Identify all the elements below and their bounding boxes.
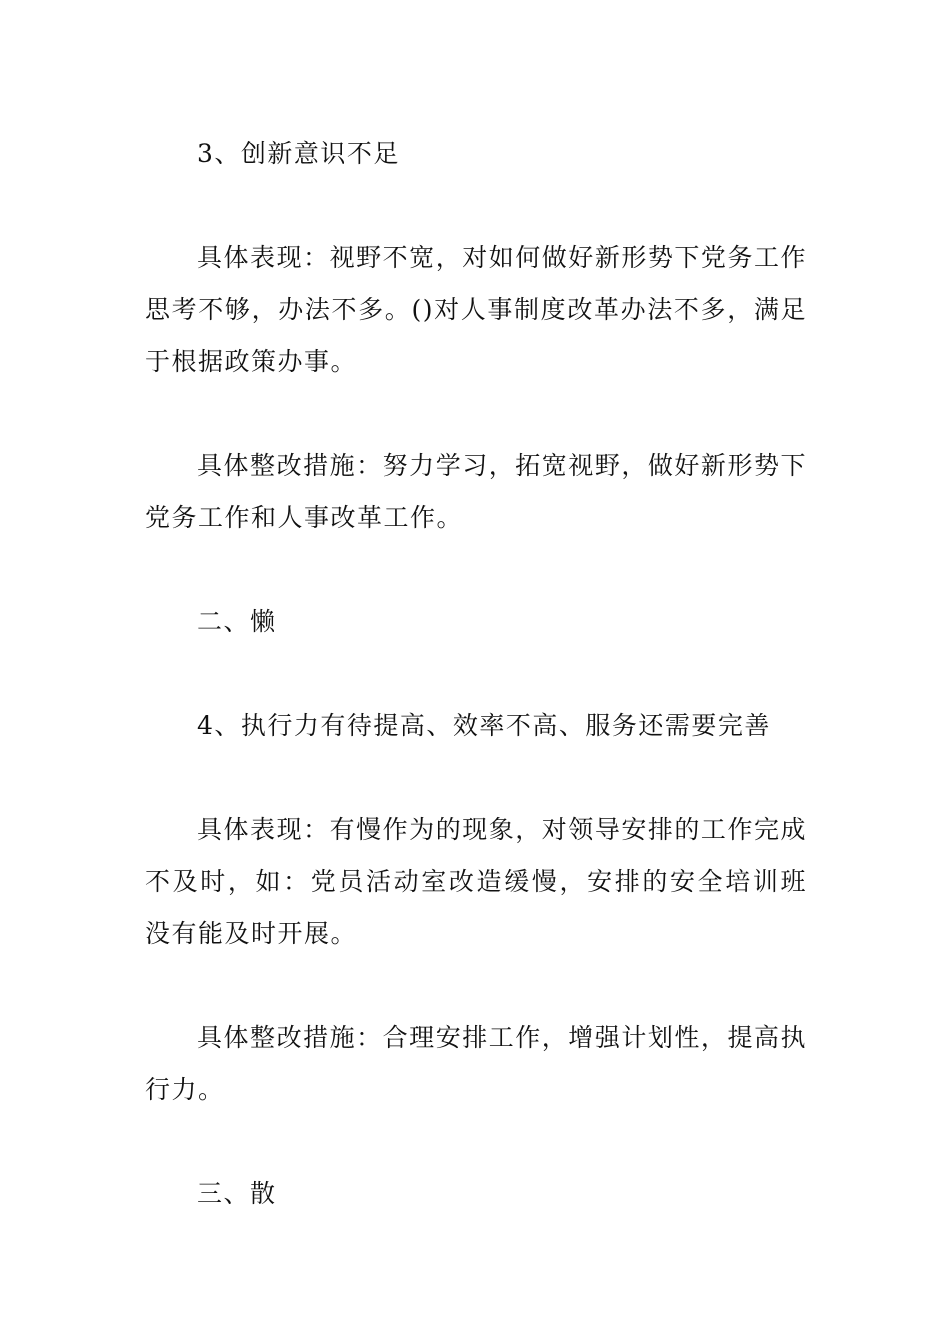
paragraph-manifestation-innovation: 具体表现：视野不宽，对如何做好新形势下党务工作思考不够，办法不多。()对人事制度改革办法不多，满足于根据政策办事。 — [145, 243, 807, 376]
paragraph-spacer — [145, 1116, 807, 1168]
paragraph-spacer — [145, 180, 807, 232]
section-heading-innovation: 3、创新意识不足 — [197, 139, 400, 168]
paragraph-spacer — [145, 960, 807, 1012]
paragraph-spacer — [145, 648, 807, 700]
section-heading-execution: 4、执行力有待提高、效率不高、服务还需要完善 — [197, 711, 771, 740]
paragraph-rectification-execution: 具体整改措施：合理安排工作，增强计划性，提高执行力。 — [145, 1023, 807, 1104]
paragraph-spacer — [145, 752, 807, 804]
paragraph-manifestation-execution: 具体表现：有慢作为的现象，对领导安排的工作完成不及时，如：党员活动室改造缓慢，安排的安全培训班没有能及时开展。 — [145, 815, 807, 948]
paragraph-rectification-innovation: 具体整改措施：努力学习，拓宽视野，做好新形势下党务工作和人事改革工作。 — [145, 451, 807, 532]
section-heading-loose: 三、散 — [197, 1179, 277, 1208]
paragraph-spacer — [145, 388, 807, 440]
section-heading-lazy: 二、懒 — [197, 607, 277, 636]
paragraph-spacer — [145, 544, 807, 596]
document-body — [145, 128, 807, 1220]
